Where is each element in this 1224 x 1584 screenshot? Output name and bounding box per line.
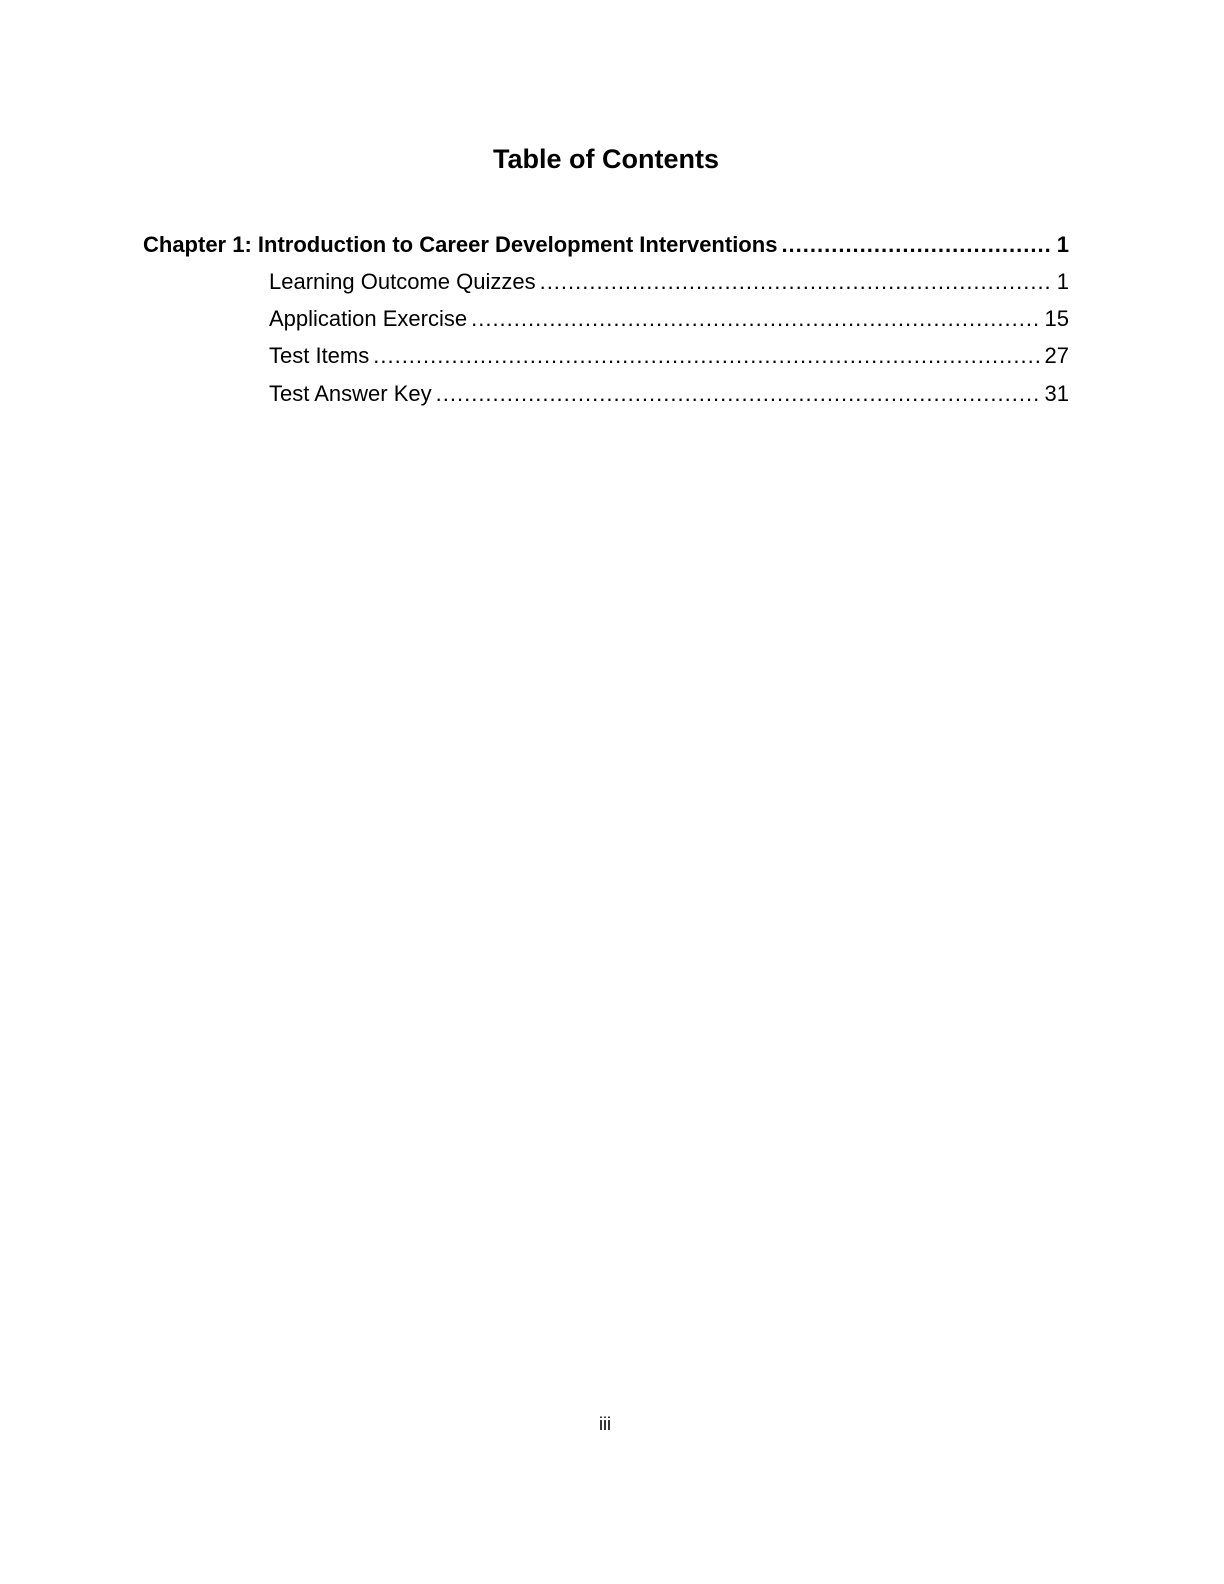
- toc-chapter-page: 1: [1056, 232, 1069, 257]
- page-number: iii: [599, 1414, 611, 1434]
- toc-section-entry[interactable]: [269, 339, 1069, 373]
- toc-dot-leader: [781, 228, 1052, 262]
- toc-dot-leader: [436, 377, 1041, 411]
- toc-section-page: 27: [1044, 343, 1069, 368]
- toc-section-entry[interactable]: [269, 265, 1069, 299]
- toc-chapter-entry[interactable]: [143, 228, 1069, 262]
- toc-dot-leader: [471, 302, 1040, 336]
- toc-chapter-label: Chapter 1: Introduction to Career Development Interventions: [143, 232, 778, 257]
- toc-dot-leader: [373, 339, 1040, 373]
- toc-section-page: 1: [1056, 269, 1069, 294]
- toc-section-label: Learning Outcome Quizzes: [269, 269, 536, 294]
- toc-section-entry[interactable]: [269, 302, 1069, 336]
- toc-section-label: Test Items: [269, 343, 370, 368]
- toc-section-page: 31: [1044, 381, 1069, 406]
- page-title: Table of Contents: [493, 144, 719, 174]
- toc-section-page: 15: [1044, 306, 1069, 331]
- toc-dot-leader: [540, 265, 1053, 299]
- toc-section-entry[interactable]: [269, 377, 1069, 411]
- toc-section-label: Test Answer Key: [269, 381, 432, 406]
- toc-section-label: Application Exercise: [269, 306, 468, 331]
